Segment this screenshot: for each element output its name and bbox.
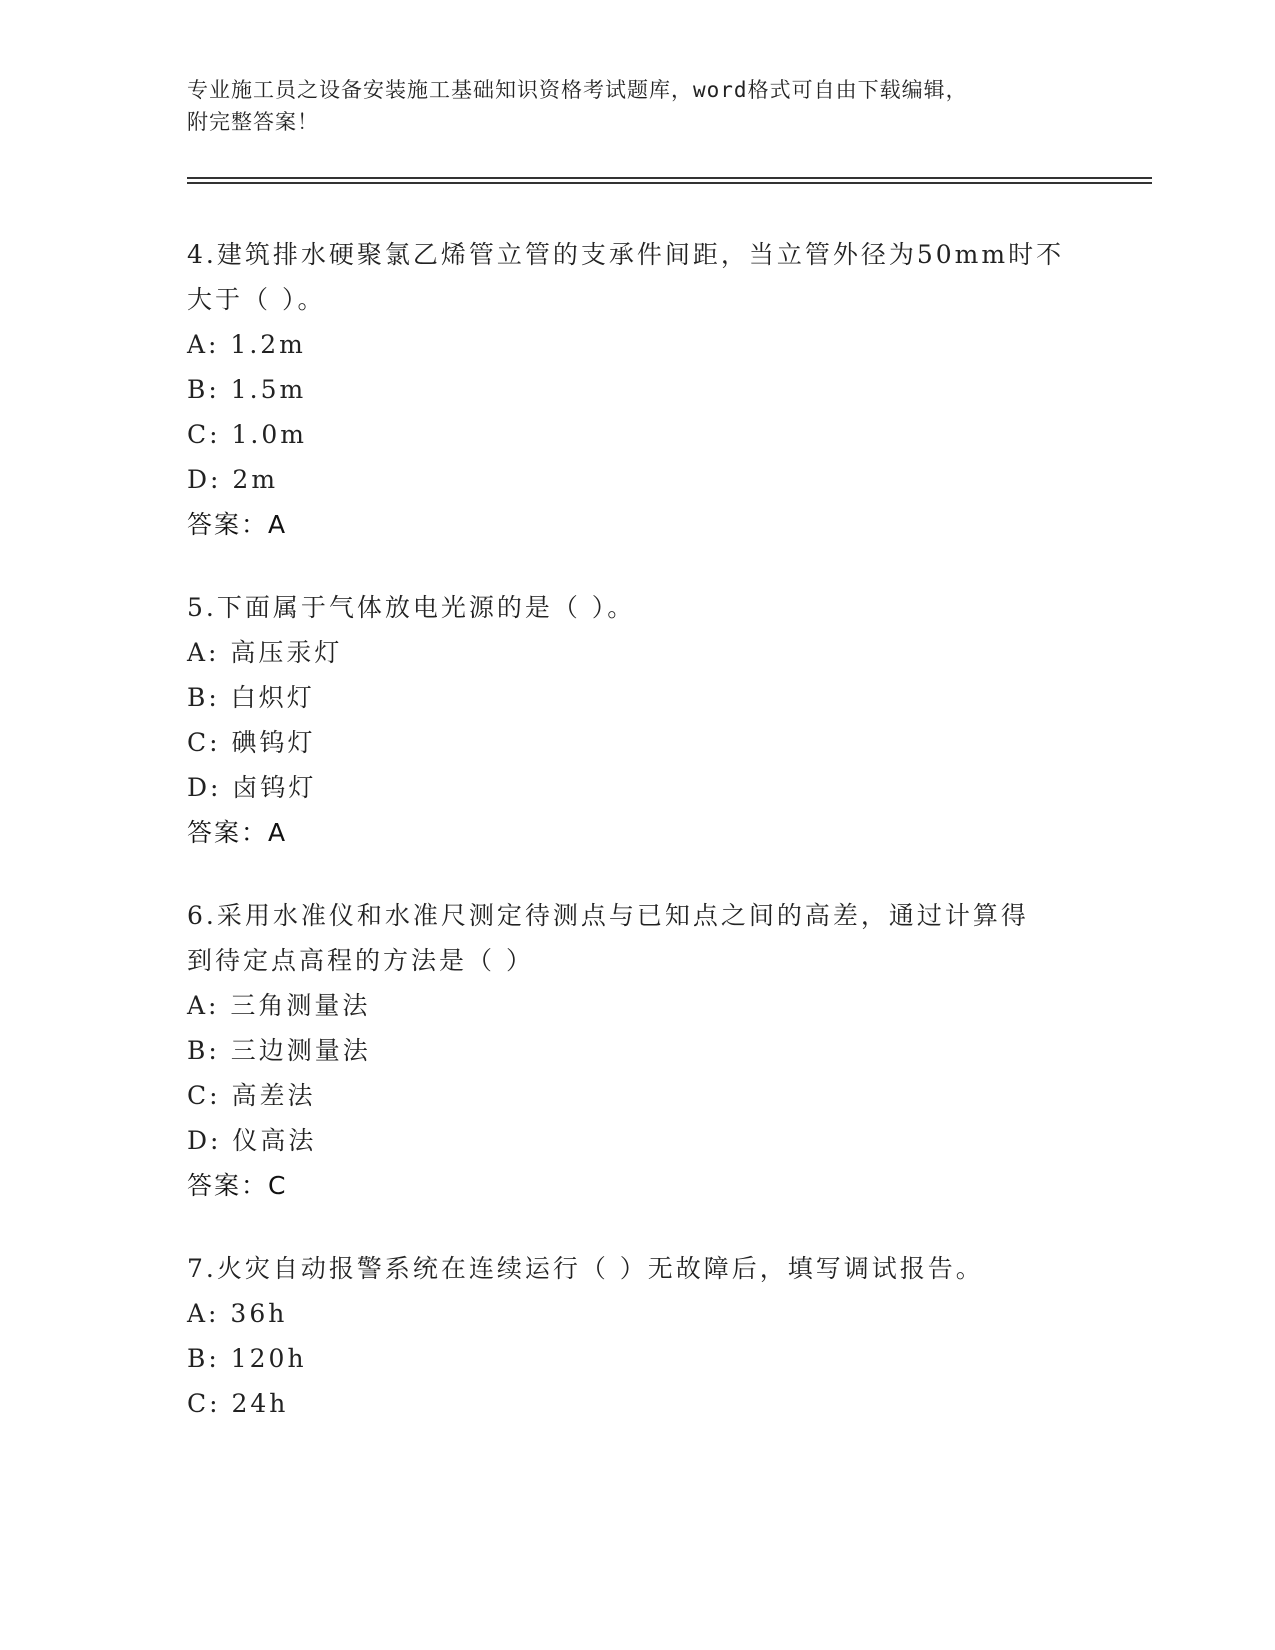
header-line-2: 附完整答案！ <box>187 110 319 134</box>
answer: 答案：A <box>187 818 288 847</box>
header-line-1: 专业施工员之设备安装施工基础知识资格考试题库，word格式可自由下载编辑， <box>187 78 968 102</box>
answer: 答案：A <box>187 510 288 539</box>
option-b: B: 三边测量法 <box>187 1036 371 1065</box>
option-a: A: 1.2m <box>187 330 306 359</box>
question-stem: 7.火灾自动报警系统在连续运行（ ）无故障后，填写调试报告。 <box>187 1254 984 1283</box>
option-d: D: 卤钨灯 <box>187 773 317 802</box>
question-stem: 6.采用水准仪和水准尺测定待测点与已知点之间的高差，通过计算得 <box>187 901 1029 930</box>
answer: 答案：C <box>187 1171 288 1200</box>
question-5 <box>187 585 1087 855</box>
question-6 <box>187 893 1087 1208</box>
header-divider-bottom <box>187 182 1152 184</box>
option-b: B: 白炽灯 <box>187 683 315 712</box>
option-c: C: 24h <box>187 1389 289 1418</box>
option-b: B: 120h <box>187 1344 307 1373</box>
document-header <box>187 74 1067 138</box>
option-d: D: 仪高法 <box>187 1126 317 1155</box>
option-a: A: 36h <box>187 1299 288 1328</box>
header-divider-top <box>187 177 1152 179</box>
question-stem-continued: 到待定点高程的方法是（ ） <box>187 946 534 975</box>
option-c: C: 高差法 <box>187 1081 316 1110</box>
option-c: C: 1.0m <box>187 420 307 449</box>
option-d: D: 2m <box>187 465 279 494</box>
question-stem: 5.下面属于气体放电光源的是（ ）。 <box>187 593 636 622</box>
question-4 <box>187 232 1087 547</box>
option-a: A: 高压汞灯 <box>187 638 343 667</box>
question-7 <box>187 1246 1087 1426</box>
question-list <box>187 232 1087 1464</box>
option-a: A: 三角测量法 <box>187 991 371 1020</box>
option-c: C: 碘钨灯 <box>187 728 316 757</box>
question-stem: 4.建筑排水硬聚氯乙烯管立管的支承件间距，当立管外径为50mm时不 <box>187 240 1065 269</box>
option-b: B: 1.5m <box>187 375 307 404</box>
question-stem-continued: 大于（ ）。 <box>187 285 326 314</box>
